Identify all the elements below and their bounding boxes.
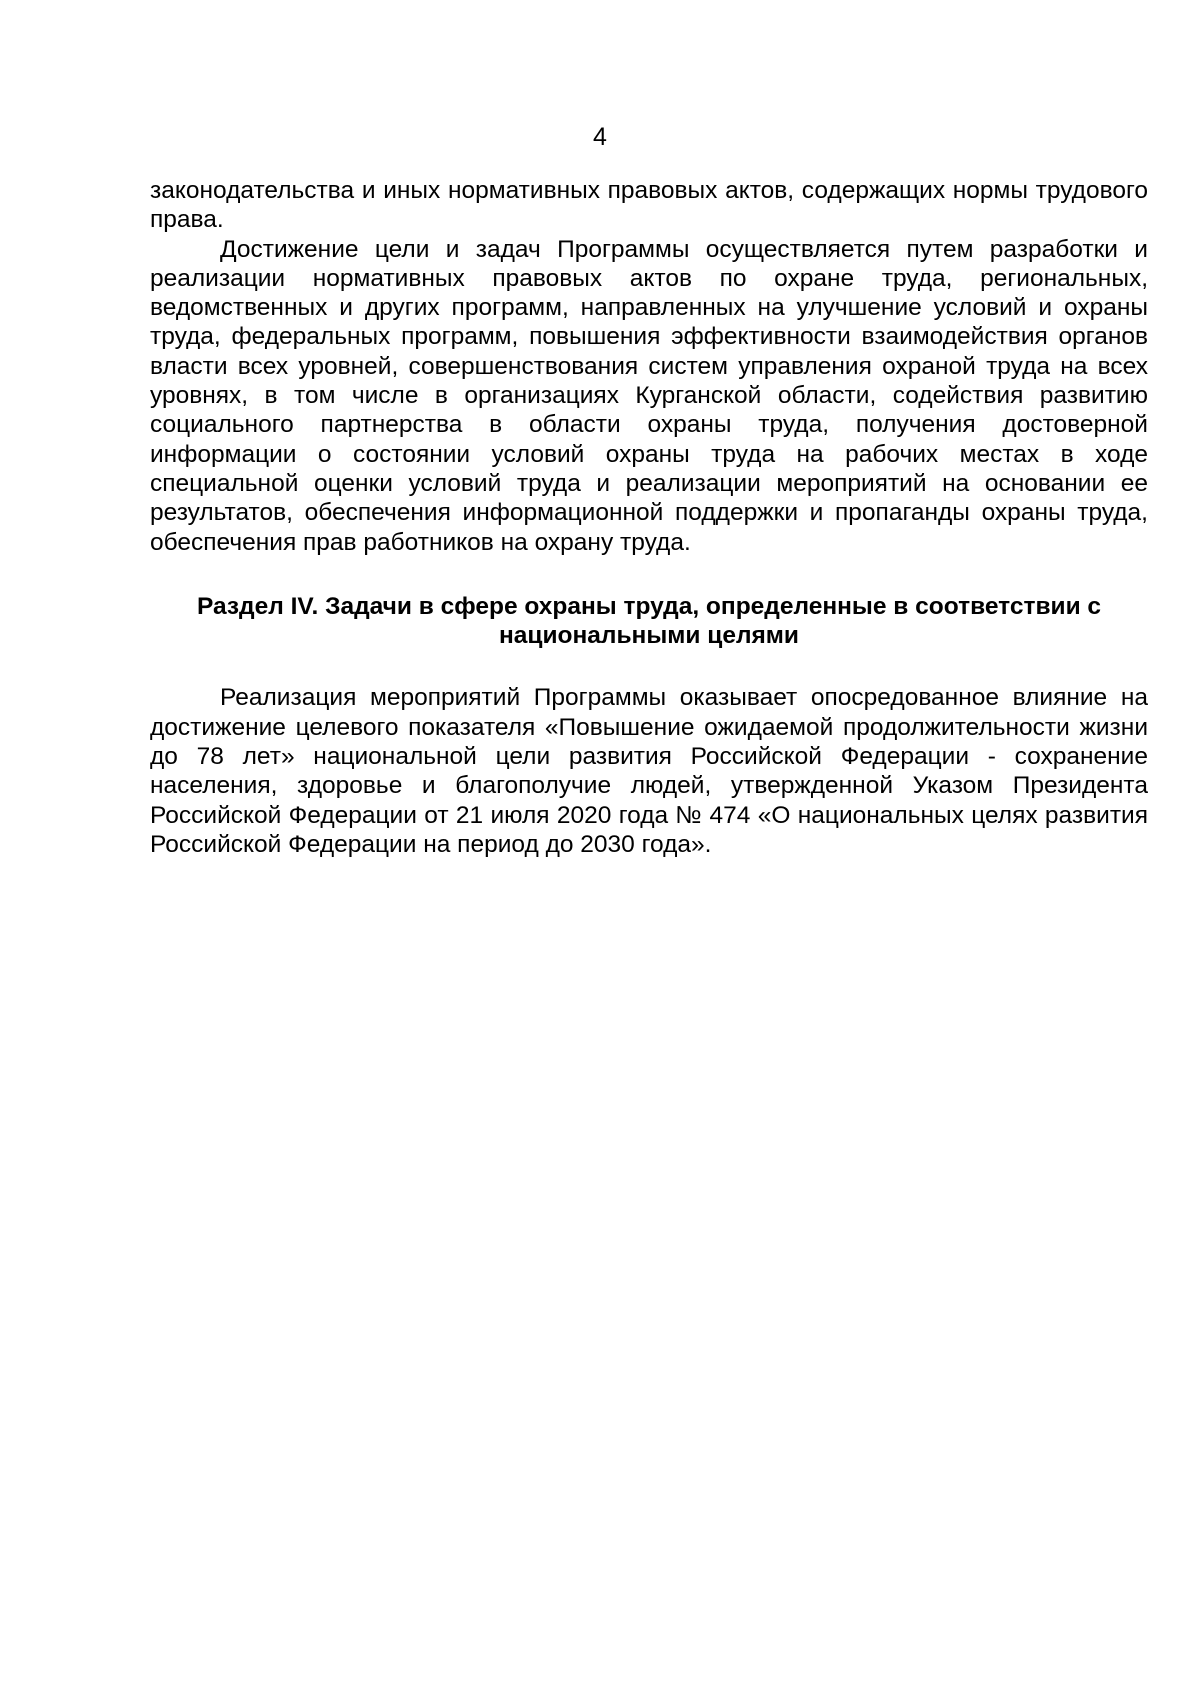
section-heading: Раздел IV. Задачи в сфере охраны труда, определенные в соответствии с национальными целями [196, 592, 1102, 650]
paragraph-program-goals: Достижение цели и задач Программы осуществляется путем разработки и реализации нормативных правовых актов по охране труда, региональных, ведомственных и других программ, направленных на улучшение условий и охраны труда, федеральных программ, повышения эффективности взаимодействия органов власти всех уровней, совершенствования систем управления охраной труда на всех уровнях, в том числе в организациях Курганской области, содействия развитию социального партнерства в области охраны труда, получения достоверной информации о состоянии условий охраны труда на рабочих местах в ходе специальной оценки условий труда и реализации мероприятий на основании ее результатов, обеспечения информационной поддержки и пропаганды охраны труда, обеспечения прав работников на охрану труда. [150, 235, 1148, 556]
paragraph-national-goals: Реализация мероприятий Программы оказывает опосредованное влияние на достижение целевого показателя «Повышение ожидаемой продолжительности жизни до 78 лет» национальной цели развития Российской Федерации - сохранение населения, здоровье и благополучие людей, утвержденной Указом Президента Российской Федерации от 21 июля 2020 года № 474 «О национальных целях развития Российской Федерации на период до 2030 года». [150, 684, 1148, 858]
page-number: 4 [593, 123, 607, 151]
paragraph-continuation: законодательства и иных нормативных правовых актов, содержащих нормы трудового права. [150, 177, 1148, 234]
document-body [150, 176, 1148, 859]
